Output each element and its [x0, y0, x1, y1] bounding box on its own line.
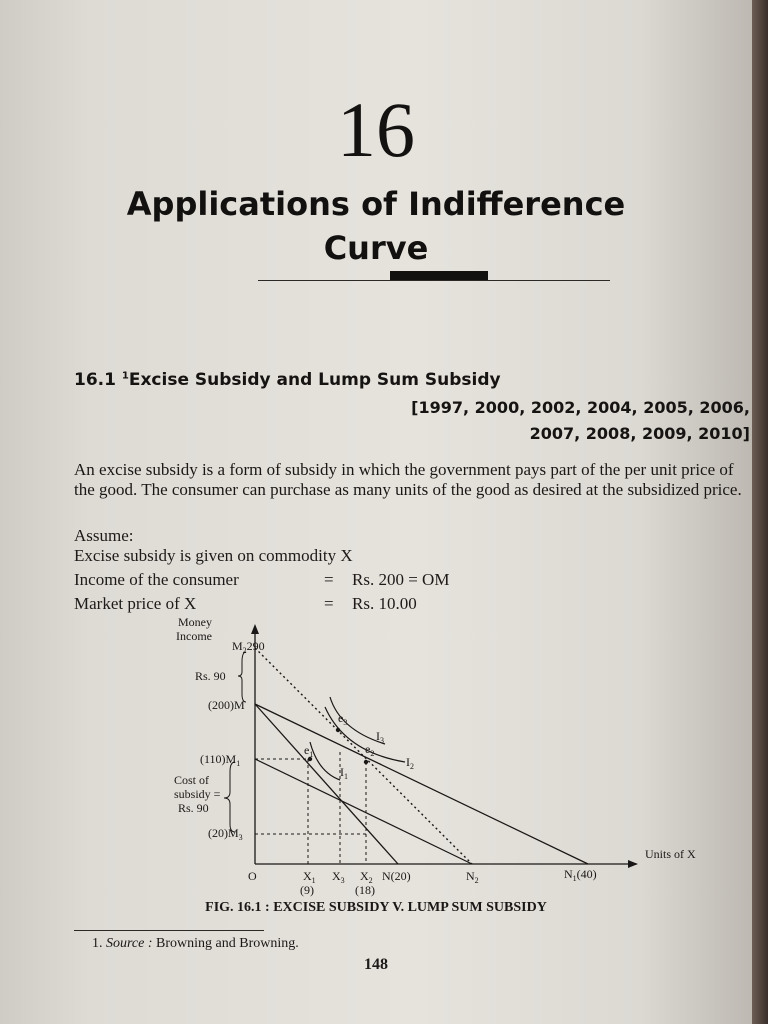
book-edge — [752, 0, 768, 1024]
footnote — [92, 936, 299, 952]
assumption-equals: = — [324, 570, 334, 589]
footnote-number: 1. — [92, 936, 103, 951]
x-axis-label: Units of X — [645, 847, 696, 861]
label-X1: $X_1$ — [303, 869, 316, 885]
footnote-text: Browning and Browning. — [156, 936, 299, 951]
assumption-value: Rs. 10.00 — [352, 594, 417, 613]
assumption-label: Market price of X — [74, 594, 197, 613]
label-M3: $(20)M_3$ — [208, 826, 243, 842]
section-footnote-mark: 1 — [121, 370, 129, 382]
assumption-value: Rs. 200 = OM — [352, 570, 450, 589]
indifference-curve-I1 — [310, 742, 340, 780]
section-heading — [74, 370, 501, 390]
y-axis-label-1: Money — [178, 615, 212, 629]
label-I1: $I_1$ — [340, 765, 348, 781]
indifference-curve-diagram — [160, 612, 740, 902]
page-number: 148 — [364, 956, 388, 973]
label-cost-1: Cost of — [174, 773, 210, 787]
label-e1: $e_1$ — [304, 743, 314, 759]
chapter-title-line-2: Curve — [323, 229, 429, 267]
label-e3: $e_3$ — [338, 711, 348, 727]
point-e2 — [364, 760, 368, 764]
y-axis-label-2: Income — [176, 629, 212, 643]
label-N: N(20) — [382, 869, 411, 883]
section-title: Excise Subsidy and Lump Sum Subsidy — [128, 370, 501, 390]
label-N2: $N_2$ — [466, 869, 479, 885]
figure-caption: FIG. 16.1 : EXCISE SUBSIDY V. LUMP SUM SUBSIDY — [205, 900, 547, 915]
assumption-row — [74, 546, 353, 566]
label-cost-3: Rs. 90 — [178, 801, 209, 815]
label-e2: $e_2$ — [365, 742, 375, 758]
label-X2: $X_2$ — [360, 869, 373, 885]
label-M1: $(110)M_1$ — [200, 752, 241, 768]
assumption-label: Excise subsidy is given on commodity X — [74, 546, 353, 565]
footnote-rule — [74, 930, 264, 931]
rs90-brace — [238, 652, 246, 702]
section-number: 16.1 — [74, 370, 116, 390]
label-O: O — [248, 869, 257, 883]
assumption-equals: = — [324, 594, 334, 613]
assume-label: Assume: — [74, 526, 134, 545]
body-paragraph: An excise subsidy is a form of subsidy in which the government pays part of the per unit price of the good. The consumer can purchase as many units of the good as desired at the subsidized price. — [74, 460, 742, 499]
chapter-title — [0, 182, 752, 270]
budget-line-M1N2 — [255, 759, 472, 864]
label-I3: $I_3$ — [376, 729, 384, 745]
assumption-label: Income of the consumer — [74, 570, 239, 589]
y-axis-arrow — [251, 624, 259, 634]
chapter-title-line-1: Applications of Indifference — [126, 185, 626, 223]
label-I2: $I_2$ — [406, 755, 414, 771]
exam-years-line-1: [1997, 2000, 2002, 2004, 2005, 2006, — [411, 398, 750, 417]
chapter-number: 16 — [337, 86, 415, 173]
title-rule — [258, 280, 610, 281]
label-M2: $M_2290$ — [232, 639, 265, 655]
label-M: (200)M — [208, 698, 245, 712]
x-axis-arrow — [628, 860, 638, 868]
label-cost-2: subsidy = — [174, 787, 221, 801]
point-e3 — [336, 728, 340, 732]
label-X3: $X_3$ — [332, 869, 345, 885]
label-N1: $N_1(40)$ — [564, 867, 597, 883]
label-X1-val: (9) — [300, 883, 314, 897]
exam-years-line-2: 2007, 2008, 2009, 2010] — [529, 424, 750, 443]
footnote-source-label: Source : — [106, 936, 153, 951]
assumption-row — [74, 570, 449, 590]
label-X2-val: (18) — [355, 883, 375, 897]
assumption-row — [74, 594, 417, 614]
label-rs90: Rs. 90 — [195, 669, 226, 683]
budget-line-MN — [255, 704, 398, 864]
subsidy-brace — [224, 762, 235, 832]
